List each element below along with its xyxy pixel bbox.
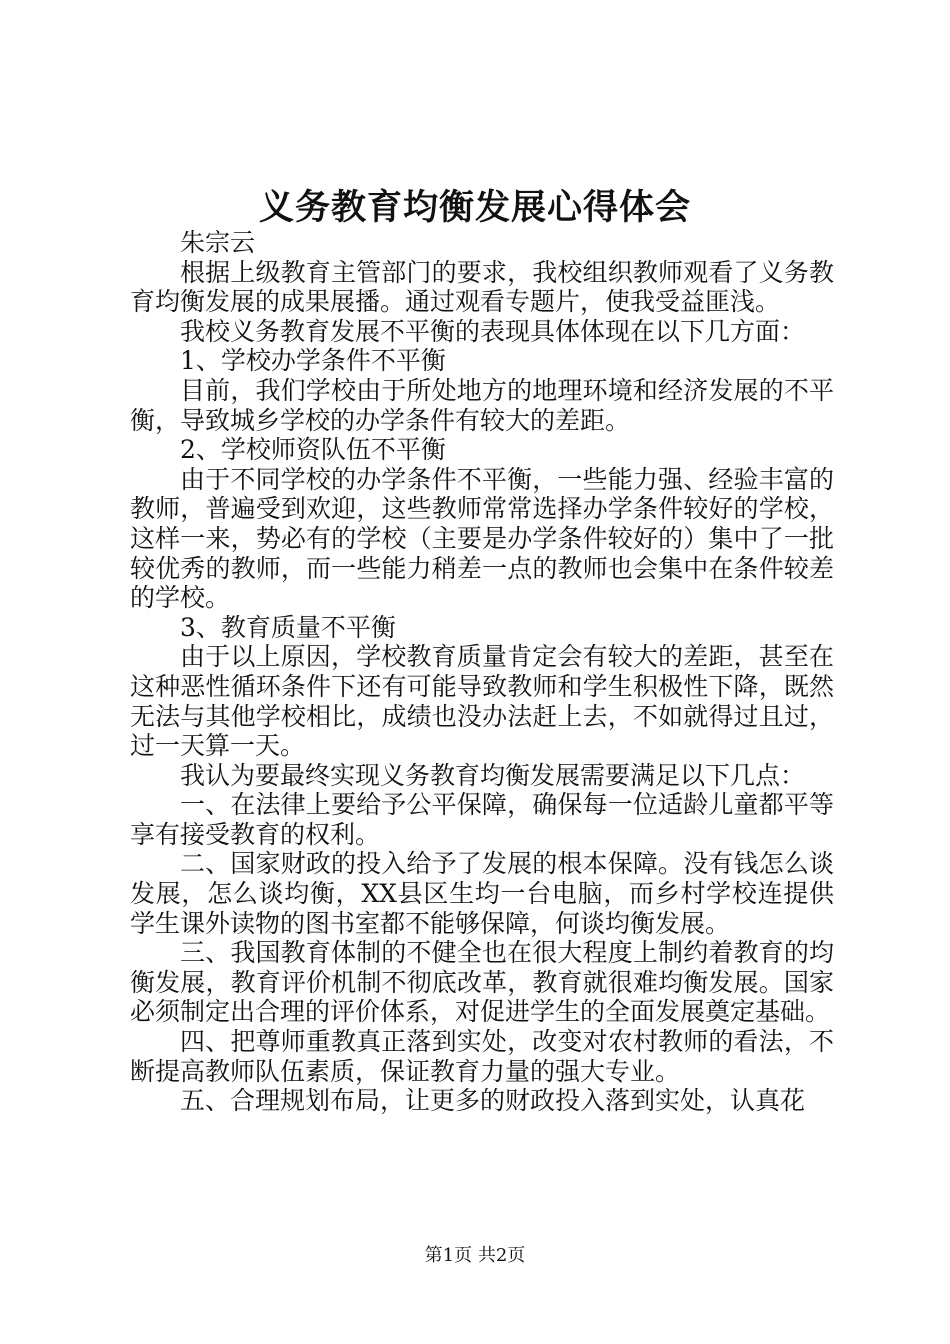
page-footer: [0, 1244, 950, 1268]
section-heading: 3、教育质量不平衡: [180, 612, 396, 642]
body-paragraph: 四、把尊师重教真正落到实处，改变对农村教师的看法，不断提高教师队伍素质，保证教育力量的强大专业。: [130, 1027, 834, 1086]
page-total: 共2页: [477, 1245, 526, 1266]
author-line: 朱宗云: [180, 228, 256, 257]
section-heading: 1、学校办学条件不平衡: [180, 346, 446, 376]
body-paragraph: 二、国家财政的投入给予了发展的根本保障。没有钱怎么谈发展，怎么谈均衡，XX县区生均一台电脑，而乡村学校连提供学生课外读物的图书室都不能够保障，何谈均衡发展。: [130, 849, 834, 938]
body-paragraph: 我认为要最终实现义务教育均衡发展需要满足以下几点：: [180, 760, 806, 790]
document-title: 义务教育均衡发展心得体会: [258, 187, 691, 228]
section-heading: 2、学校师资队伍不平衡: [180, 435, 446, 465]
body-paragraph: 根据上级教育主管部门的要求，我校组织教师观看了义务教育均衡发展的成果展播。通过观看专题片，使我受益匪浅。: [130, 257, 834, 317]
body-paragraph: 一、在法律上要给予公平保障，确保每一位适龄儿童都平等享有接受教育的权利。: [130, 790, 834, 849]
body-paragraph: 我校义务教育发展不平衡的表现具体体现在以下几方面：: [180, 316, 806, 346]
body-paragraph: 五、合理规划布局，让更多的财政投入落到实处，认真花: [180, 1086, 806, 1116]
page-number: 第1页: [424, 1245, 473, 1266]
body-paragraph: 由于以上原因，学校教育质量肯定会有较大的差距，甚至在这种恶性循环条件下还有可能导致教师和学生积极性下降，既然无法与其他学校相比，成绩也没办法赶上去，不如就得过且过，过一天算一天。: [130, 642, 834, 761]
document-body: [130, 228, 834, 1116]
body-paragraph: 目前，我们学校由于所处地方的地理环境和经济发展的不平衡，导致城乡学校的办学条件有较大的差距。: [130, 375, 834, 435]
body-paragraph: 由于不同学校的办学条件不平衡，一些能力强、经验丰富的教师，普遍受到欢迎，这些教师常常选择办学条件较好的学校，这样一来，势必有的学校（主要是办学条件较好的）集中了一批较优秀的教师，而一些能力稍差一点的教师也会集中在条件较差的学校。: [130, 464, 834, 613]
body-paragraph: 三、我国教育体制的不健全也在很大程度上制约着教育的均衡发展，教育评价机制不彻底改革，教育就很难均衡发展。国家必须制定出合理的评价体系，对促进学生的全面发展奠定基础。: [130, 938, 834, 1027]
